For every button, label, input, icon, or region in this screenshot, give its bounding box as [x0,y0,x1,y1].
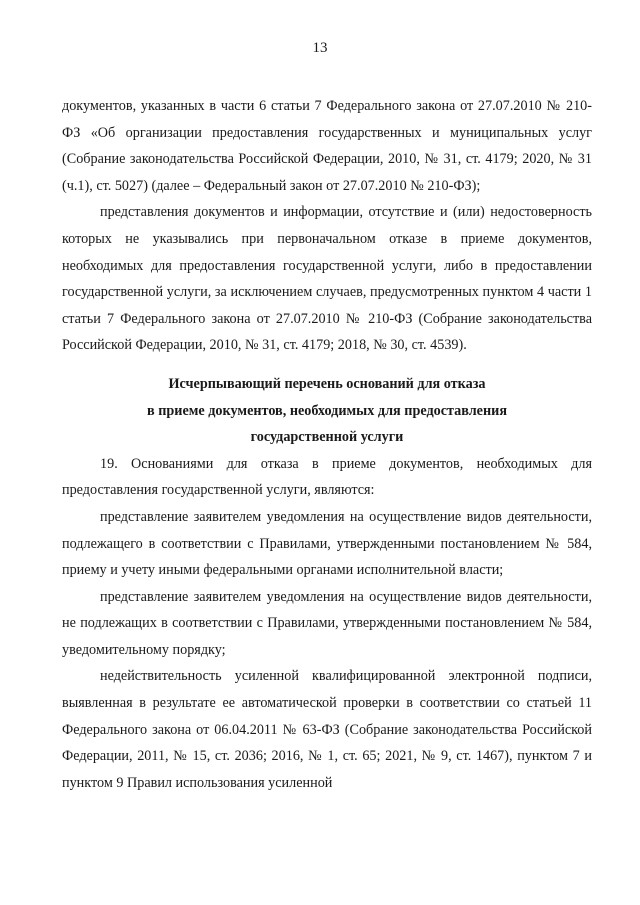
paragraph-4: представление заявителем уведомления на осуществление видов деятельности, подлежащего в соответствии с Правилами, утвержденными постановлением № 584, приему и учету иными федеральными органами исполнительной власти; [62,508,592,579]
section-heading-line-2: в приеме документов, необходимых для предоставления [147,402,507,419]
paragraph-3: 19. Основаниями для отказа в приеме документов, необходимых для предоставления государственной услуги, являются: [62,455,592,499]
paragraph-5: представление заявителем уведомления на осуществление видов деятельности, не подлежащих в соответствии с Правилами, утвержденными постановлением № 584, уведомительному порядку; [62,588,592,658]
page-number: 13 [312,40,328,56]
section-heading-line-3: государственной услуги [250,429,404,446]
paragraph-2: представления документов и информации, отсутствие и (или) недостоверность которых не указывались при первоначальном отказе в приеме документов, необходимых для предоставления государственной услуги, либо в предоставлении государственной услуги, за исключением случаев, предусмотренных пунктом 4 части 1 статьи 7 Федерального закона от 27.07.2010 № 210-ФЗ (Собрание законодательства Российской Федерации, 2010, № 31, ст. 4179; 2018, № 30, ст. 4539). [62,204,592,354]
paragraph-6: недействительность усиленной квалифицированной электронной подписи, выявленная в результате ее автоматической проверки в соответствии со статьей 11 Федерального закона от 06.04.2011 № 63-ФЗ (Собрание законодательства Российской Федерации, 2011, № 15, ст. 2036; 2016, № 1, ст. 65; 2021, № 9, ст. 1467), пунктом 7 и пунктом 9 Правил использования усиленной [62,668,592,791]
document-body [62,93,592,796]
section-heading [62,371,592,451]
section-heading-line-1: Исчерпывающий перечень оснований для отказа [168,375,486,392]
paragraph-1: документов, указанных в части 6 статьи 7 Федерального закона от 27.07.2010 № 210-ФЗ «Об организации предоставления государственных и муниципальных услуг (Собрание законодательства Российской Федерации, 2010, № 31, ст. 4179; 2020, № 31 (ч.1), ст. 5027) (далее – Федеральный закон от 27.07.2010 № 210-ФЗ); [62,98,592,194]
